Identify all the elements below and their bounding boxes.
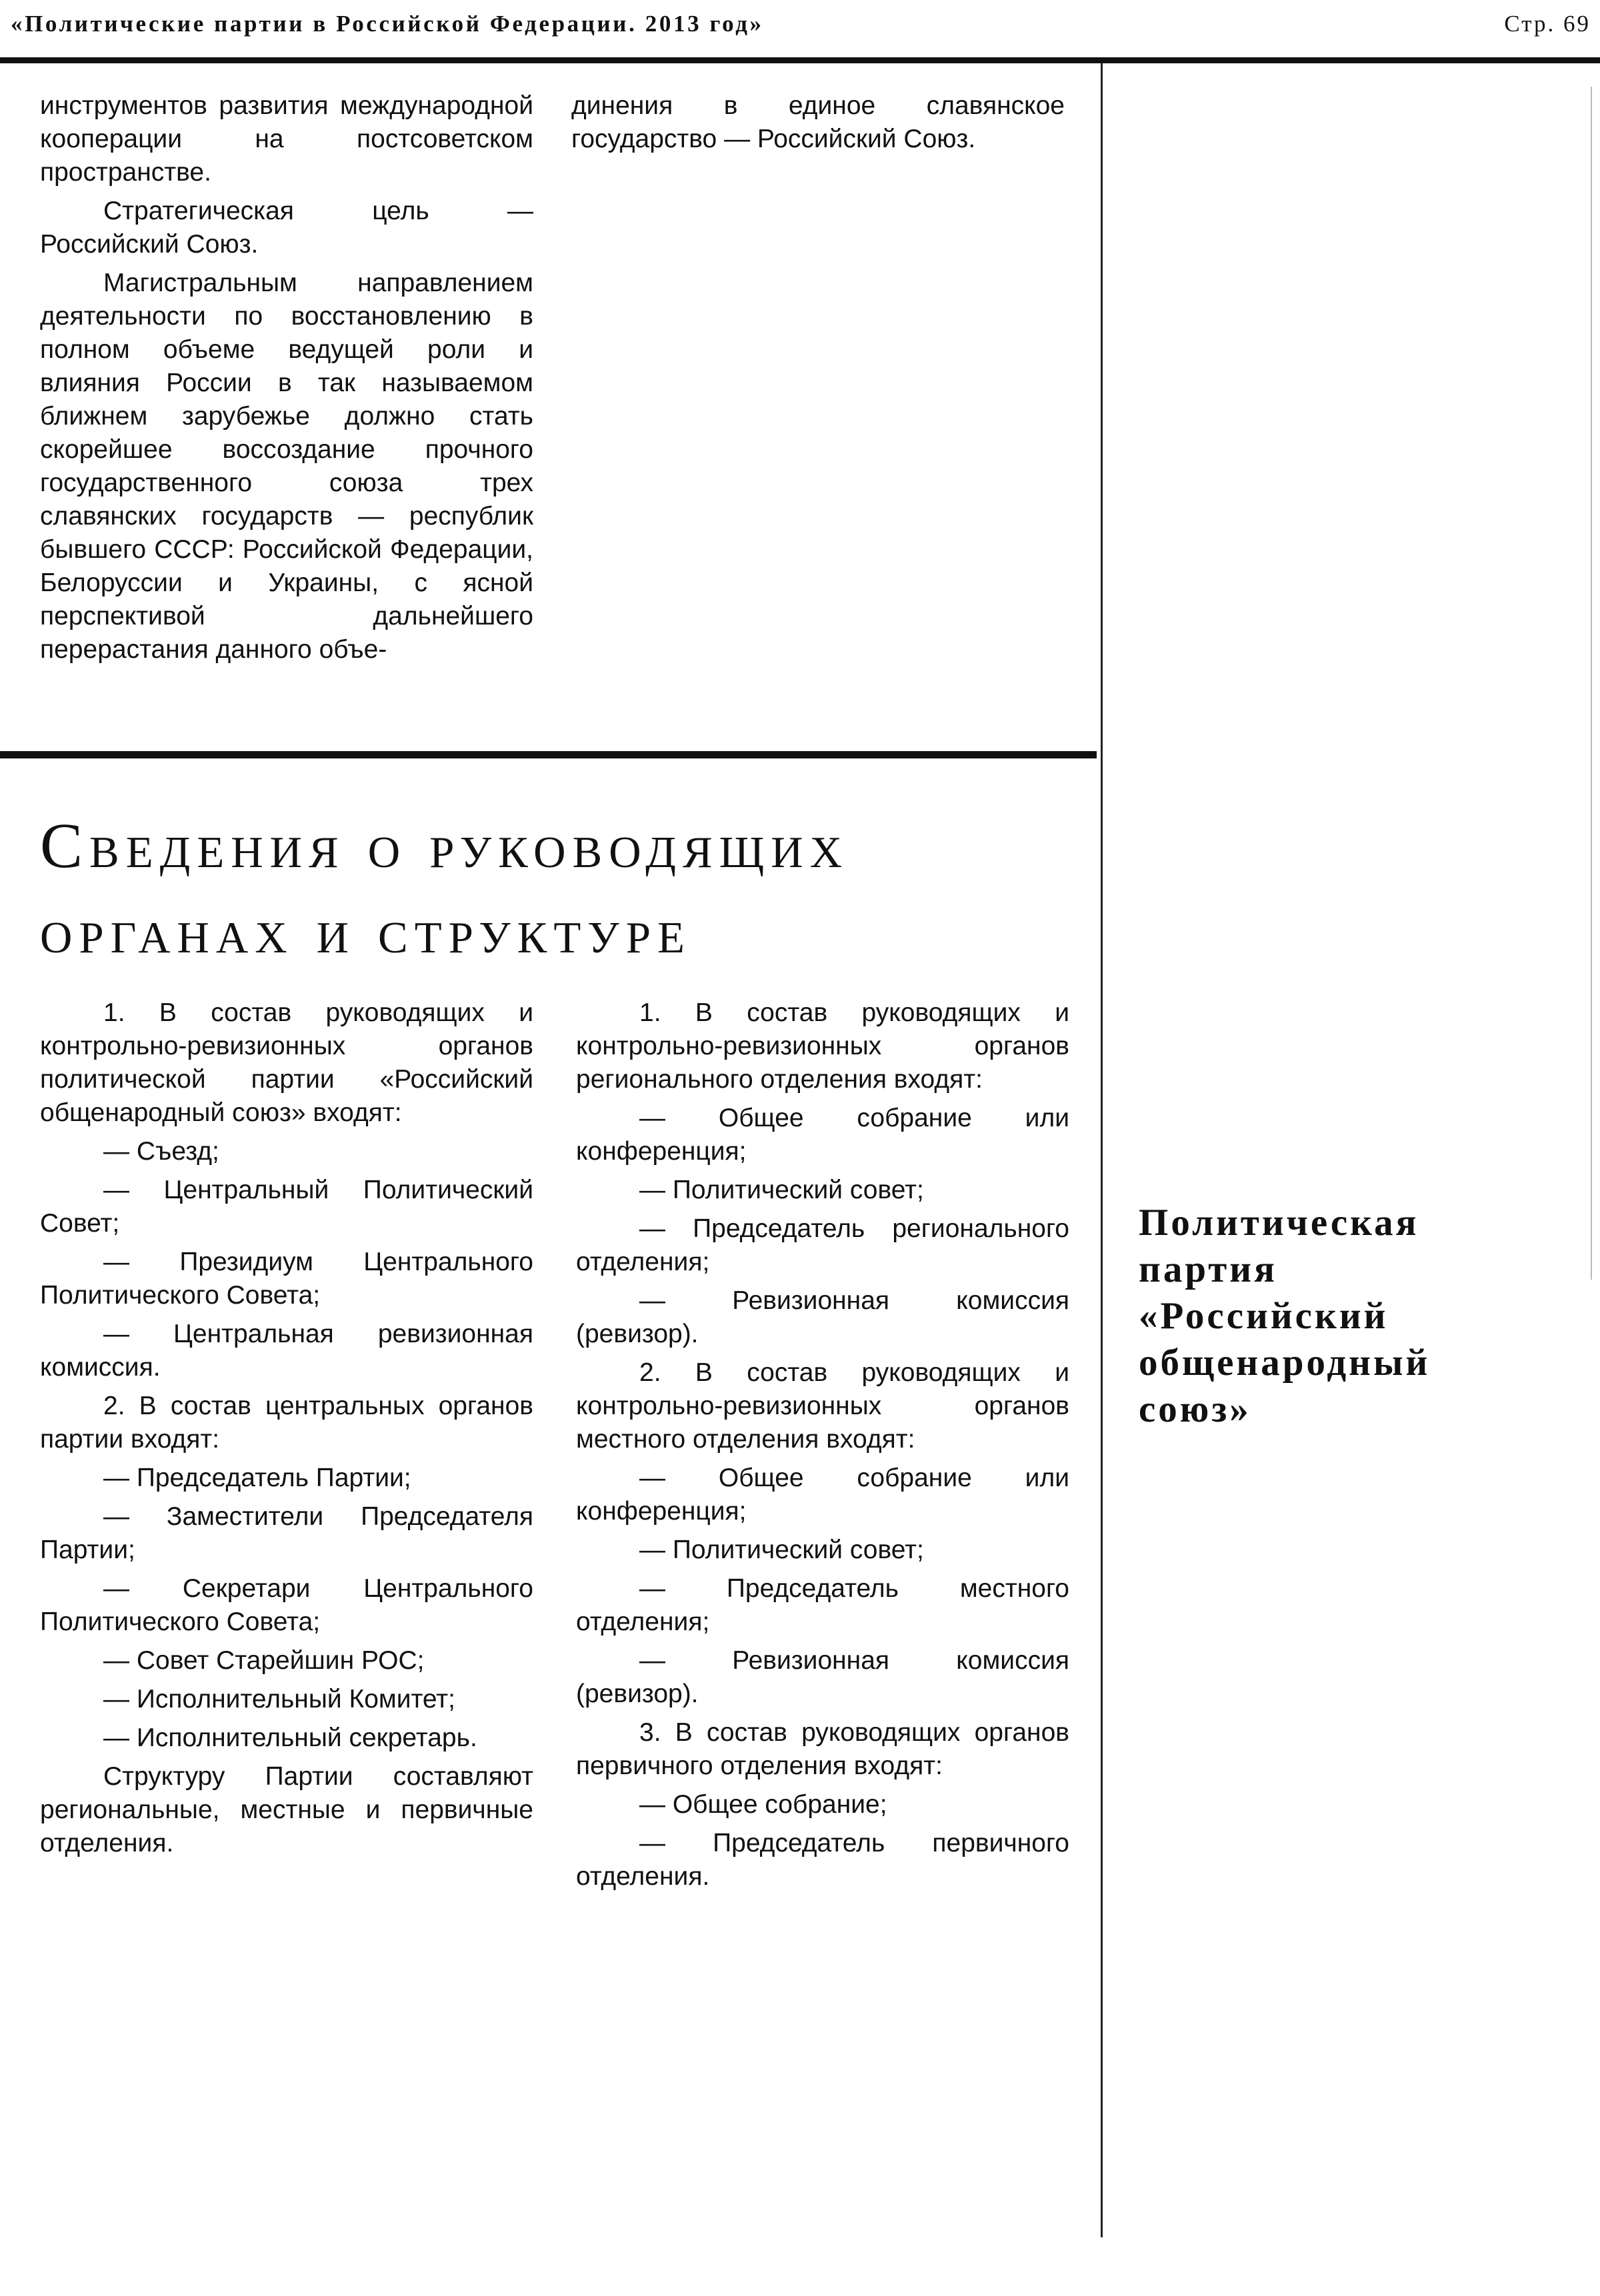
top-column-1 (40, 89, 533, 672)
section-heading-line-2: органах и структуре (40, 895, 691, 966)
section-heading-line-1: Сведения о руководящих (40, 810, 849, 881)
column-divider (1101, 63, 1103, 2237)
list-item: — Политический совет; (639, 1536, 924, 1564)
section-heading (40, 803, 1080, 974)
page-number: Стр. 69 (1504, 11, 1591, 37)
sidebar-title-line: общенародный (1139, 1342, 1431, 1384)
section-rule (0, 751, 1097, 758)
header-rule (0, 57, 1600, 63)
list-item: — Общее собрание или конференция; (576, 1464, 1069, 1526)
top-column-2 (571, 89, 1065, 161)
list-item: — Общее собрание или конференция; (576, 1104, 1069, 1166)
list-item: 1. В состав руководящих и контрольно-ревизионных органов политической партии «Российский общенародный союз» входят: (40, 998, 533, 1127)
list-item: — Ревизионная комиссия (ревизор). (576, 1286, 1069, 1348)
right-edge-rule (1591, 87, 1592, 1280)
sidebar-title-line: партия (1139, 1248, 1277, 1290)
list-item: — Президиум Центрального Политического Совета; (40, 1248, 533, 1310)
list-item: — Председатель регионального отделения; (576, 1214, 1069, 1276)
list-item: 2. В состав руководящих и контрольно-ревизионных органов местного отделения входят: (576, 1358, 1069, 1454)
sidebar-title-line: союз» (1139, 1388, 1251, 1430)
list-item: — Исполнительный Комитет; (103, 1685, 456, 1714)
list-item: — Секретари Центрального Политического Совета; (40, 1574, 533, 1636)
list-item: 1. В состав руководящих и контрольно-ревизионных органов регионального отделения входят: (576, 998, 1069, 1094)
list-item: — Исполнительный секретарь. (103, 1723, 477, 1752)
list-item: — Общее собрание; (639, 1790, 887, 1819)
list-item: — Политический совет; (639, 1176, 924, 1204)
list-item: Структуру Партии составляют региональные, местные и первичные отделения. (40, 1762, 533, 1857)
list-item: — Заместители Председателя Партии; (40, 1502, 533, 1564)
paragraph: динения в единое славянское государство — Российский Союз. (571, 91, 1065, 153)
running-header-title: «Политические партии в Российской Федерации. 2013 год» (11, 11, 764, 37)
list-item: — Центральный Политический Совет; (40, 1176, 533, 1238)
paragraph: инструментов развития международной кооперации на постсоветском пространстве. (40, 91, 533, 187)
list-item: 3. В состав руководящих органов первичного отделения входят: (576, 1718, 1069, 1780)
list-item: — Совет Старейшин РОС; (103, 1646, 425, 1675)
structure-column-right (576, 996, 1069, 1899)
sidebar-title-line: «Российский (1139, 1295, 1389, 1337)
structure-column-left (40, 996, 533, 1865)
sidebar-title-line: Политическая (1139, 1202, 1419, 1244)
list-item: — Председатель Партии; (103, 1464, 411, 1492)
sidebar-party-title (1139, 1200, 1565, 1433)
list-item: — Центральная ревизионная комиссия. (40, 1320, 533, 1382)
list-item: — Председатель первичного отделения. (576, 1829, 1069, 1891)
list-item: — Ревизионная комиссия (ревизор). (576, 1646, 1069, 1708)
list-item: 2. В состав центральных органов партии входят: (40, 1392, 533, 1454)
paragraph: Магистральным направлением деятельности по восстановлению в полном объеме ведущей роли и влияния России в так называемом ближнем зарубежье должно стать скорейшее воссоздание прочного государственного союза трех славянских государств — республик бывшего СССР: Российской Федерации, Белоруссии и Украины, с ясной перспективой дальнейшего перерастания данного объе- (40, 269, 533, 664)
list-item: — Председатель местного отделения; (576, 1574, 1069, 1636)
list-item: — Съезд; (103, 1137, 219, 1166)
paragraph: Стратегическая цель — Российский Союз. (40, 197, 533, 259)
